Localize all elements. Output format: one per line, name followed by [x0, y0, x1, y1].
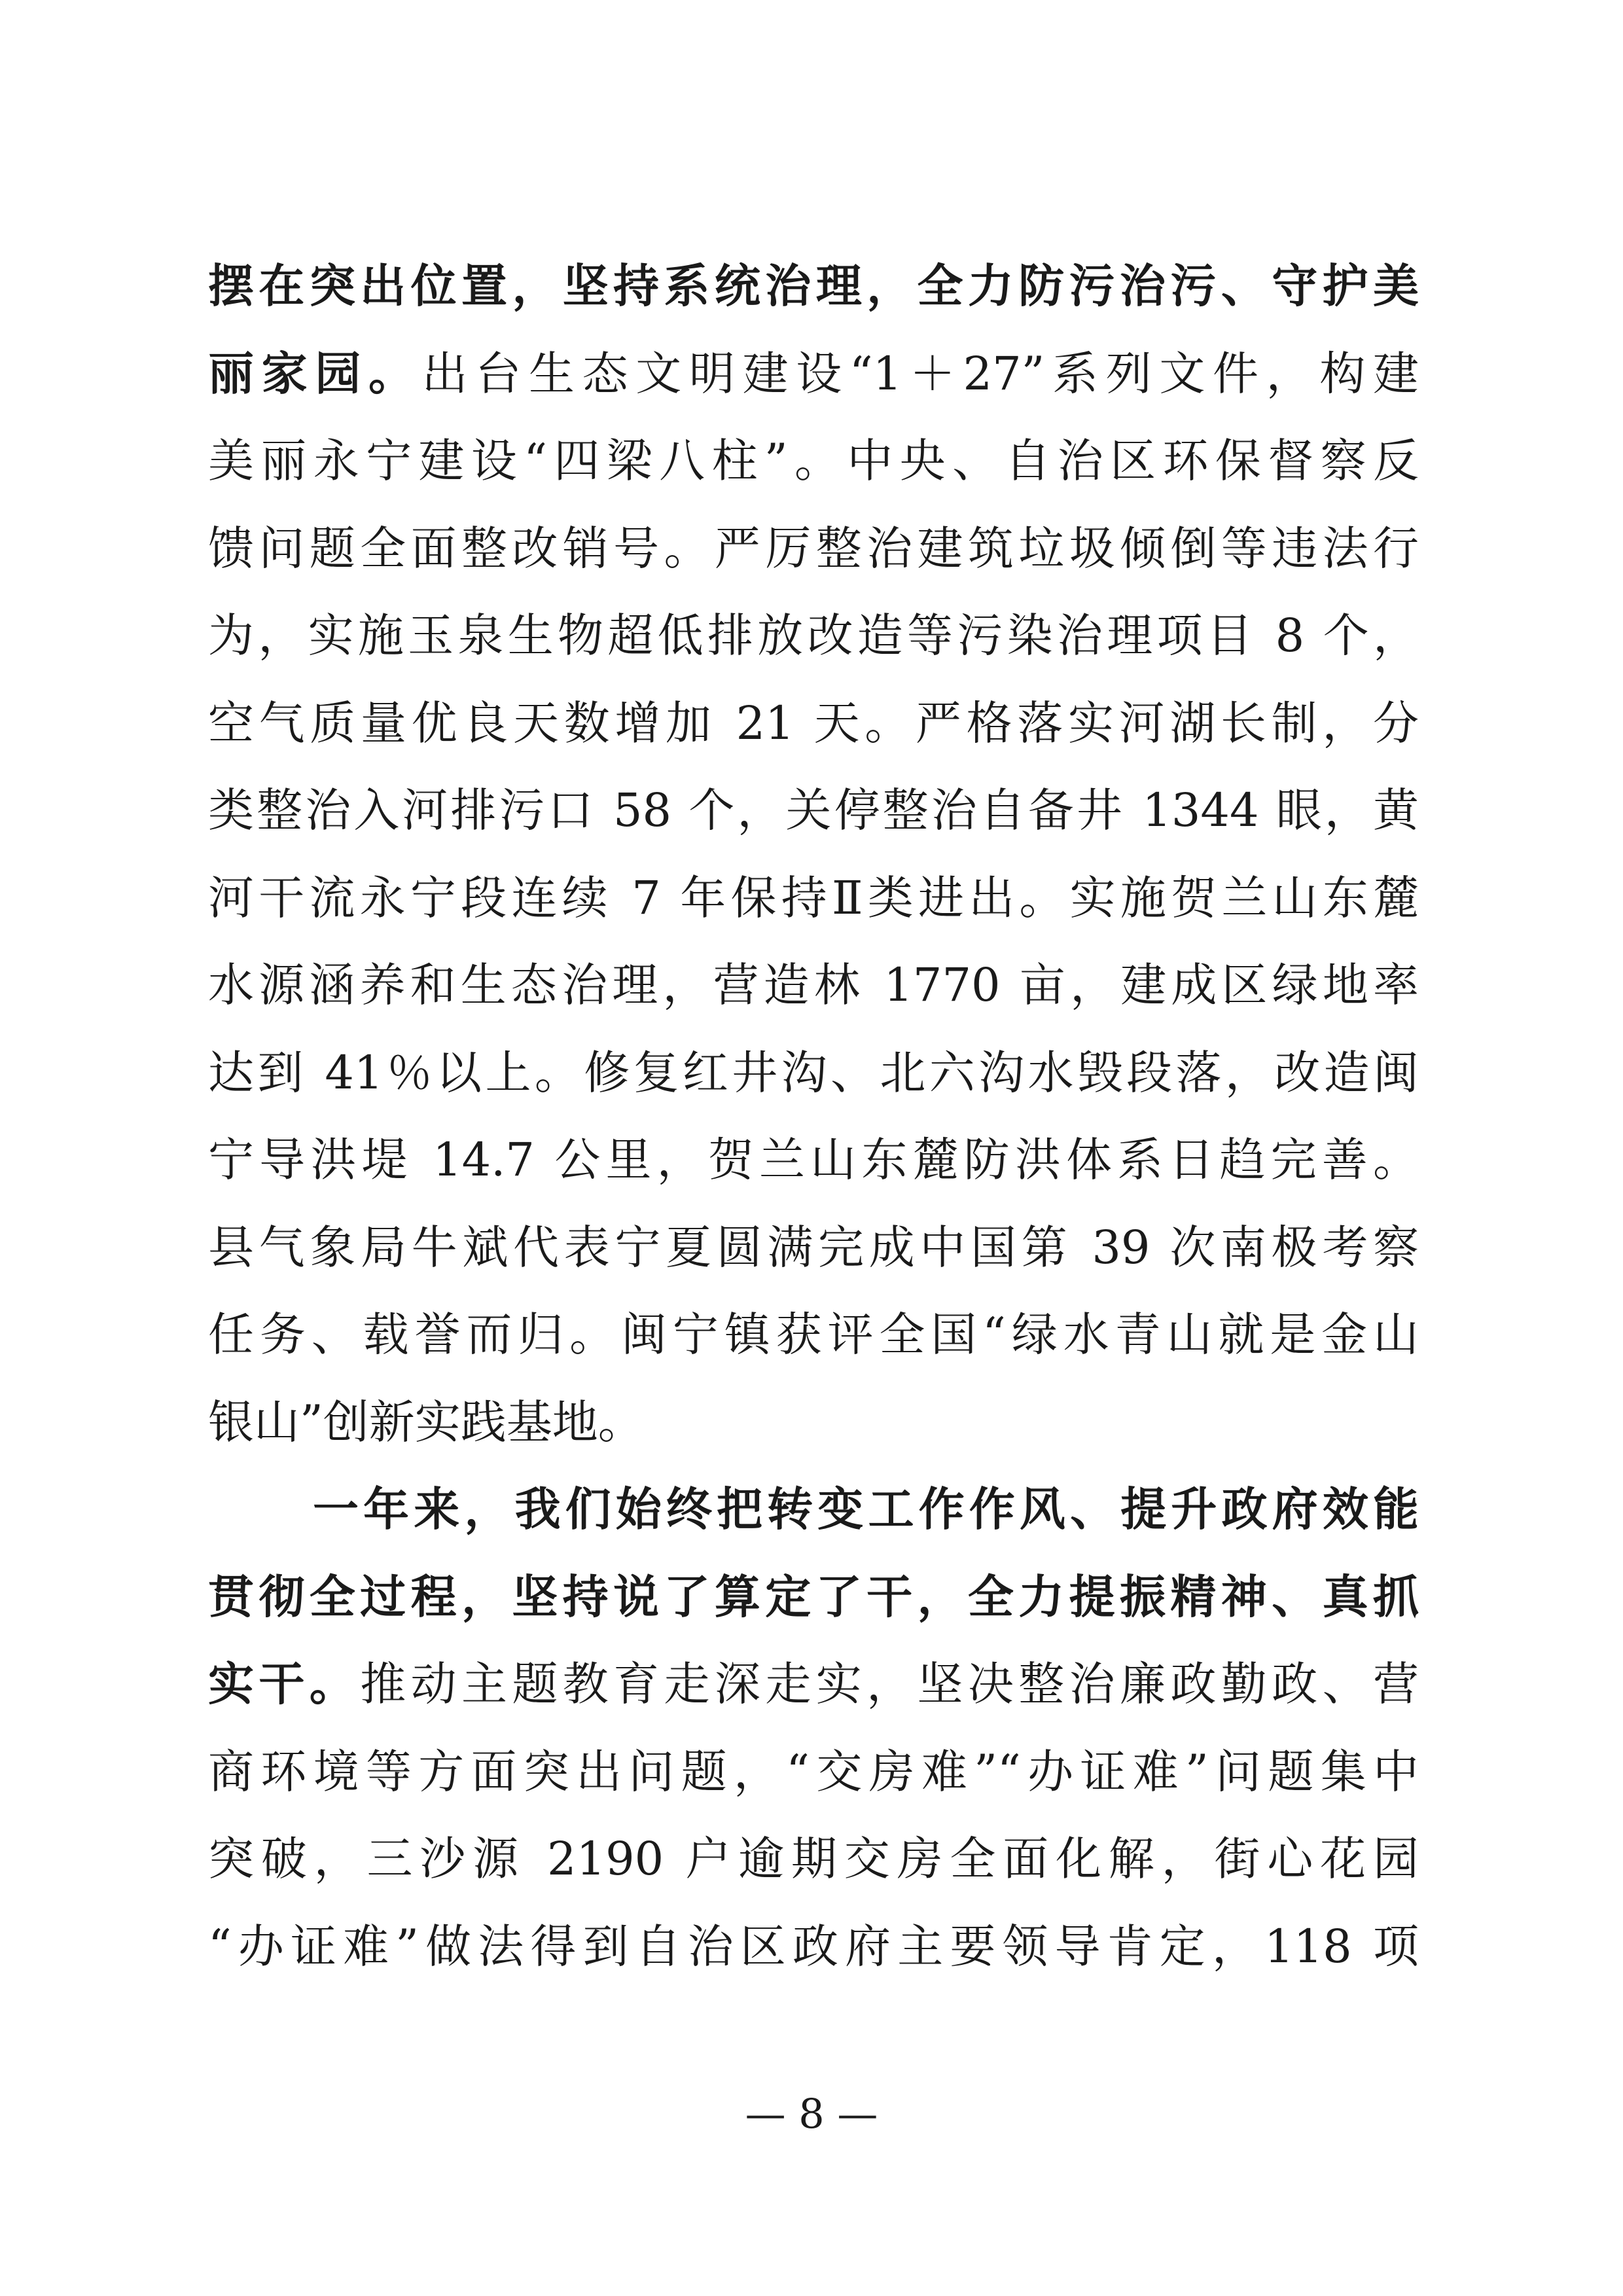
- normal-text: 类整治入河排污口 58 个，关停整治自备井 1344 眼，黄: [208, 783, 1419, 837]
- text-line: [208, 505, 1419, 592]
- page-number: — 8 —: [745, 2090, 878, 2138]
- text-line: [208, 1291, 1419, 1378]
- paragraph-ecology: [208, 242, 1419, 1465]
- normal-text: 突破，三沙源 2190 户逾期交房全面化解，街心花园: [208, 1832, 1419, 1886]
- normal-text: 推动主题教育走深走实，坚决整治廉政勤政、营: [360, 1657, 1419, 1711]
- normal-text: 宁导洪堤 14.7 公里，贺兰山东麓防洪体系日趋完善。: [208, 1133, 1419, 1187]
- normal-text: 商环境等方面突出问题，“交房难”“办证难”问题集中: [208, 1744, 1419, 1799]
- normal-text: 县气象局牛斌代表宁夏圆满完成中国第 39 次南极考察: [208, 1220, 1419, 1274]
- text-line: [208, 1116, 1419, 1204]
- text-line: [208, 941, 1419, 1029]
- text-line: [208, 1815, 1419, 1903]
- text-line: [208, 330, 1419, 418]
- text-line: [208, 417, 1419, 505]
- normal-text: 美丽永宁建设“四梁八柱”。中央、自治区环保督察反: [208, 434, 1419, 488]
- bold-text: 丽家园。: [208, 346, 422, 401]
- normal-text: “办证难”做法得到自治区政府主要领导肯定，118 项: [208, 1919, 1419, 1973]
- normal-text: 水源涵养和生态治理，营造林 1770 亩，建成区绿地率: [208, 958, 1419, 1012]
- normal-text: 银山”创新实践基地。: [208, 1395, 644, 1449]
- text-line: [208, 592, 1419, 679]
- text-line: [208, 1029, 1419, 1117]
- text-line: [208, 242, 1419, 330]
- body-text: [208, 242, 1419, 1990]
- normal-text: 出台生态文明建设“1＋27”系列文件，构建: [421, 346, 1419, 401]
- bold-text: 摆在突出位置，坚持系统治理，全力防污治污、守护美: [208, 259, 1419, 313]
- normal-text: 任务、载誉而归。闽宁镇获评全国“绿水青山就是金山: [208, 1308, 1419, 1361]
- text-line: [208, 1465, 1419, 1553]
- bold-text: 贯彻全过程，坚持说了算定了干，全力提振精神、真抓: [208, 1569, 1419, 1624]
- text-line: [208, 1640, 1419, 1728]
- normal-text: 为，实施玉泉生物超低排放改造等污染治理项目 8 个，: [208, 609, 1419, 662]
- bold-text: 实干。: [208, 1657, 361, 1711]
- text-line: [208, 1204, 1419, 1291]
- text-line: [208, 854, 1419, 942]
- text-line: [208, 1728, 1419, 1816]
- normal-text: 馈问题全面整改销号。严厉整治建筑垃圾倾倒等违法行: [208, 521, 1419, 575]
- paragraph-work-style: [208, 1465, 1419, 1990]
- normal-text: 空气质量优良天数增加 21 天。严格落实河湖长制，分: [208, 696, 1419, 750]
- text-line: [208, 1378, 1419, 1466]
- text-line: [208, 1553, 1419, 1641]
- normal-text: 河干流永宁段连续 7 年保持Ⅱ类进出。实施贺兰山东麓: [208, 870, 1419, 925]
- text-line: [208, 679, 1419, 767]
- normal-text: 达到 41％以上。修复红井沟、北六沟水毁段落，改造闽: [208, 1045, 1419, 1100]
- text-line: [208, 766, 1419, 854]
- bold-text: 一年来，我们始终把转变工作作风、提升政府效能: [313, 1482, 1419, 1536]
- text-line: [208, 1903, 1419, 1990]
